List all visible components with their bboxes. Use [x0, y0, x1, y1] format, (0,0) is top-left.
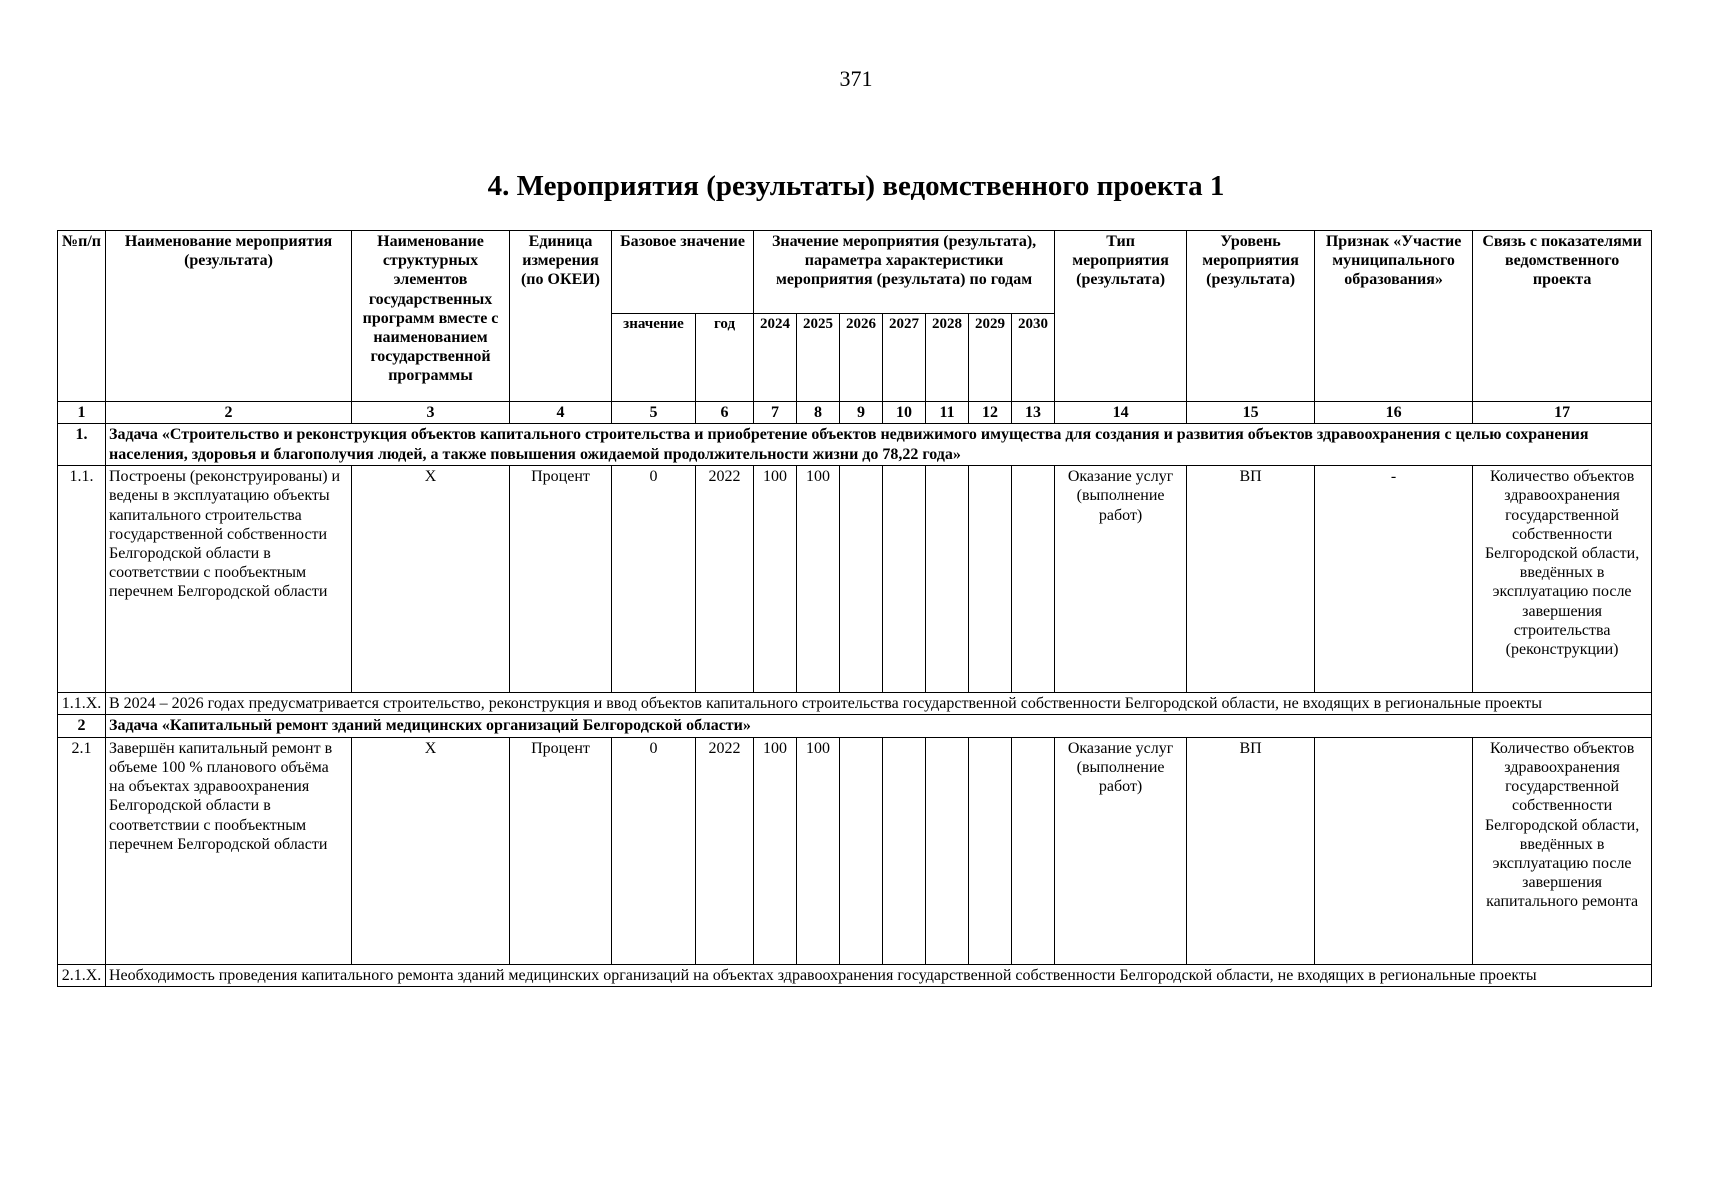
- value-2024: 100: [754, 466, 797, 693]
- header-base-value: значение: [612, 314, 696, 402]
- header-year: 2024: [754, 314, 797, 402]
- column-number: 2: [106, 402, 352, 424]
- base-value: 0: [612, 737, 696, 964]
- measure-level: ВП: [1187, 466, 1315, 693]
- task-number: 1.: [58, 424, 106, 466]
- indicator-link: Количество объектов здравоохранения государственной собственности Белгородской области, введённых в эксплуатацию после завершения капитального ремонта: [1473, 737, 1652, 964]
- value-2026: [840, 466, 883, 693]
- unit: Процент: [510, 466, 612, 693]
- header-year: 2029: [969, 314, 1012, 402]
- value-2030: [1012, 466, 1055, 693]
- measure-level: ВП: [1187, 737, 1315, 964]
- header-name: Наименование мероприятия (результата): [106, 231, 352, 402]
- task-row: [58, 715, 1652, 738]
- header-unit: Единица измерения (по ОКЕИ): [510, 231, 612, 402]
- value-2028: [926, 466, 969, 693]
- measure-type: Оказание услуг (выполнение работ): [1055, 737, 1187, 964]
- note-row: [58, 693, 1652, 715]
- note-text: Необходимость проведения капитального ремонта зданий медицинских организаций на объектах здравоохранения государственной собственности Белгородской области, не входящих в региональные проекты: [106, 964, 1652, 986]
- table-row: [58, 737, 1652, 964]
- header-year: 2025: [797, 314, 840, 402]
- value-2029: [969, 466, 1012, 693]
- value-2027: [883, 466, 926, 693]
- indicator-link: Количество объектов здравоохранения государственной собственности Белгородской области, введённых в эксплуатацию после завершения строительства (реконструкции): [1473, 466, 1652, 693]
- note-number: 1.1.Х.: [58, 693, 106, 715]
- column-number: 1: [58, 402, 106, 424]
- header-values-group: Значение мероприятия (результата), параметра характеристики мероприятия (результата) по годам: [754, 231, 1055, 314]
- base-value: 0: [612, 466, 696, 693]
- column-number: 17: [1473, 402, 1652, 424]
- column-number: 12: [969, 402, 1012, 424]
- measure-type: Оказание услуг (выполнение работ): [1055, 466, 1187, 693]
- header-base: Базовое значение: [612, 231, 754, 314]
- task-number: 2: [58, 715, 106, 738]
- value-2024: 100: [754, 737, 797, 964]
- page-number: 371: [839, 66, 873, 91]
- measure-name: Построены (реконструированы) и ведены в эксплуатацию объекты капитального строительства государственной собственности Белгородской области в соответствии с пообъектным перечнем Белгородской области: [106, 466, 352, 693]
- value-2028: [926, 737, 969, 964]
- row-number: 2.1: [58, 737, 106, 964]
- header-year: 2026: [840, 314, 883, 402]
- column-number: 15: [1187, 402, 1315, 424]
- column-number: 10: [883, 402, 926, 424]
- header-year: 2027: [883, 314, 926, 402]
- row-number: 1.1.: [58, 466, 106, 693]
- header-link: Связь с показателями ведомственного проекта: [1473, 231, 1652, 402]
- base-year: 2022: [696, 466, 754, 693]
- document-title: 4. Мероприятия (результаты) ведомственного проекта 1: [487, 170, 1225, 202]
- column-number: 5: [612, 402, 696, 424]
- municipal-flag: -: [1315, 466, 1473, 693]
- value-2029: [969, 737, 1012, 964]
- column-number: 13: [1012, 402, 1055, 424]
- column-number: 6: [696, 402, 754, 424]
- value-2025: 100: [797, 737, 840, 964]
- note-row: [58, 964, 1652, 986]
- column-number: 11: [926, 402, 969, 424]
- task-row: [58, 424, 1652, 466]
- header-municipal: Признак «Участие муниципального образования»: [1315, 231, 1473, 402]
- header-base-year: год: [696, 314, 754, 402]
- value-2030: [1012, 737, 1055, 964]
- header-year: 2028: [926, 314, 969, 402]
- struct-element: Х: [352, 466, 510, 693]
- column-number: 9: [840, 402, 883, 424]
- table-row: [58, 466, 1652, 693]
- task-text: Задача «Капитальный ремонт зданий медицинских организаций Белгородской области»: [106, 715, 1652, 738]
- note-number: 2.1.Х.: [58, 964, 106, 986]
- value-2027: [883, 737, 926, 964]
- unit: Процент: [510, 737, 612, 964]
- measures-table: [57, 230, 1652, 987]
- task-text: Задача «Строительство и реконструкция объектов капитального строительства и приобретение объектов недвижимого имущества для создания и развития объектов здравоохранения с целью сохранения населения, здоровья и благополучия людей, а также повышения ожидаемой продолжительности жизни до 78,22 года»: [106, 424, 1652, 466]
- column-number: 3: [352, 402, 510, 424]
- struct-element: Х: [352, 737, 510, 964]
- header-type: Тип мероприятия (результата): [1055, 231, 1187, 402]
- column-number: 16: [1315, 402, 1473, 424]
- header-num: №п/п: [58, 231, 106, 402]
- municipal-flag: [1315, 737, 1473, 964]
- header-row: [58, 231, 1652, 314]
- value-2026: [840, 737, 883, 964]
- column-numbers-row: [58, 402, 1652, 424]
- column-number: 4: [510, 402, 612, 424]
- column-number: 14: [1055, 402, 1187, 424]
- header-level: Уровень мероприятия (результата): [1187, 231, 1315, 402]
- measure-name: Завершён капитальный ремонт в объеме 100 % планового объёма на объектах здравоохранения Белгородской области в соответствии с пообъектным перечнем Белгородской области: [106, 737, 352, 964]
- header-year: 2030: [1012, 314, 1055, 402]
- base-year: 2022: [696, 737, 754, 964]
- column-number: 7: [754, 402, 797, 424]
- header-struct: Наименование структурных элементов государственных программ вместе с наименованием государственной программы: [352, 231, 510, 402]
- column-number: 8: [797, 402, 840, 424]
- note-text: В 2024 – 2026 годах предусматривается строительство, реконструкция и ввод объектов капитального строительства государственной собственности Белгородской области, не входящих в региональные проекты: [106, 693, 1652, 715]
- value-2025: 100: [797, 466, 840, 693]
